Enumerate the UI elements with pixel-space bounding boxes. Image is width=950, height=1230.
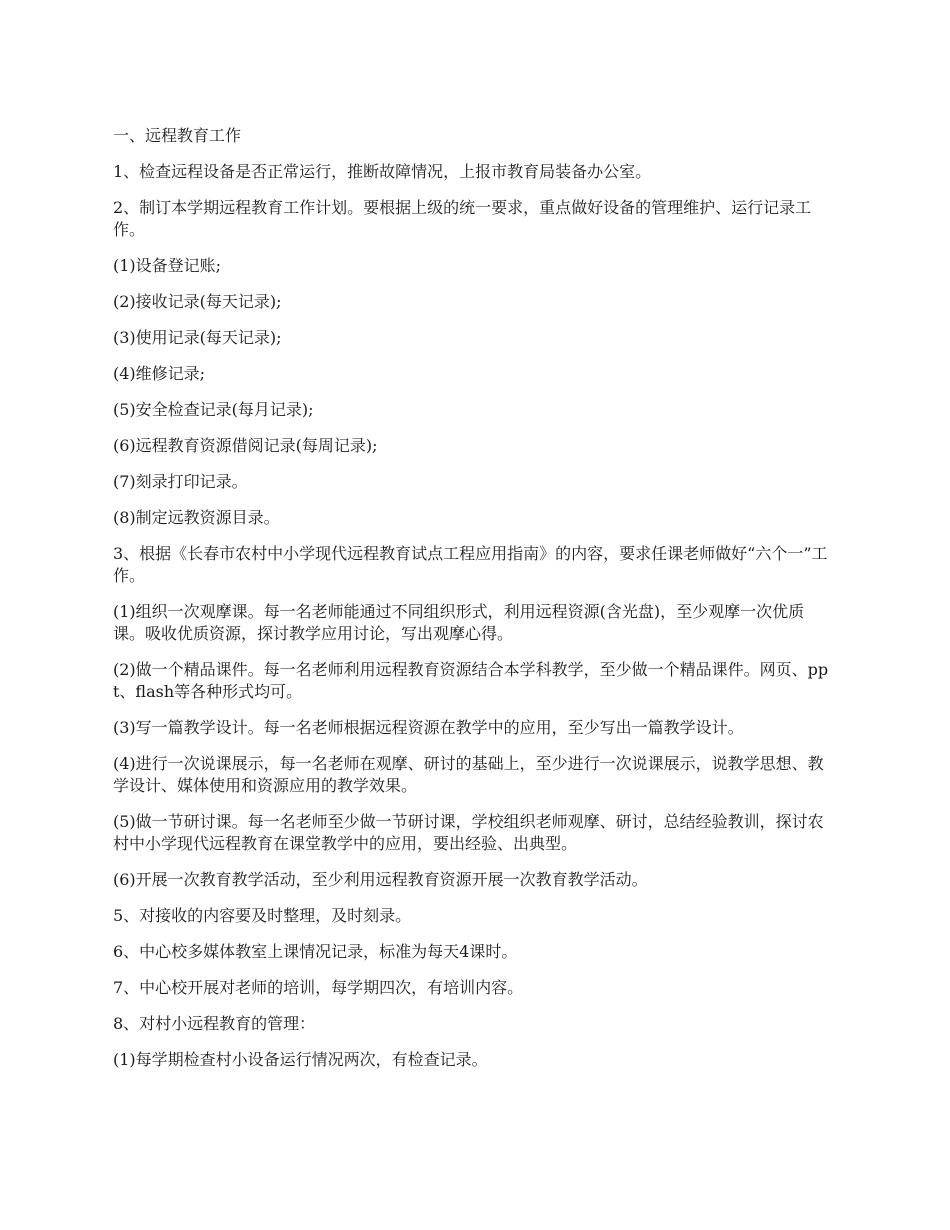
section-heading: 一、远程教育工作 (113, 126, 242, 145)
list-item: (8)制定远教资源目录。 (113, 508, 280, 527)
list-item: (4)维修记录; (113, 364, 206, 383)
list-item: (1)设备登记账; (113, 256, 222, 275)
paragraph: 3、根据《长春市农村中小学现代远程教育试点工程应用指南》的内容，要求任课老师做好“六个一”工作。 (113, 544, 828, 585)
paragraph: 8、对村小远程教育的管理： (113, 1014, 316, 1033)
list-item: (4)进行一次说课展示，每一名老师在观摩、研讨的基础上，至少进行一次说课展示，说教学思想、教学设计、媒体使用和资源应用的教学效果。 (113, 754, 824, 795)
list-item: (3)写一篇教学设计。每一名老师根据远程资源在教学中的应用，至少写出一篇教学设计。 (113, 718, 744, 737)
list-item: (6)远程教育资源借阅记录(每周记录); (113, 436, 378, 455)
list-item: (5)安全检查记录(每月记录); (113, 400, 314, 419)
list-item: (3)使用记录(每天记录); (113, 328, 282, 347)
list-item: (2)做一个精品课件。每一名老师利用远程教育资源结合本学科教学，至少做一个精品课件。网页、ppt、flash等各种形式均可。 (113, 660, 829, 701)
paragraph: 5、对接收的内容要及时整理，及时刻录。 (113, 906, 412, 925)
list-item: (7)刻录打印记录。 (113, 472, 248, 491)
document-body (113, 125, 833, 1085)
paragraph: 2、制订本学期远程教育工作计划。要根据上级的统一要求，重点做好设备的管理维护、运行记录工作。 (113, 198, 812, 239)
list-item: (6)开展一次教育教学活动，至少利用远程教育资源开展一次教育教学活动。 (113, 870, 648, 889)
paragraph: 6、中心校多媒体教室上课情况记录，标准为每天4课时。 (113, 942, 518, 961)
list-item: (1)组织一次观摩课。每一名老师能通过不同组织形式，利用远程资源(含光盘)，至少观摩一次优质课。吸收优质资源，探讨教学应用讨论，写出观摩心得。 (113, 602, 805, 643)
list-item: (1)每学期检查村小设备运行情况两次，有检查记录。 (113, 1050, 488, 1069)
paragraph: 7、中心校开展对老师的培训，每学期四次，有培训内容。 (113, 978, 524, 997)
list-item: (5)做一节研讨课。每一名老师至少做一节研讨课，学校组织老师观摩、研讨，总结经验教训，探讨农村中小学现代远程教育在课堂教学中的应用，要出经验、出典型。 (113, 812, 824, 853)
list-item: (2)接收记录(每天记录); (113, 292, 282, 311)
paragraph: 1、检查远程设备是否正常运行，推断故障情况，上报市教育局装备办公室。 (113, 162, 652, 181)
